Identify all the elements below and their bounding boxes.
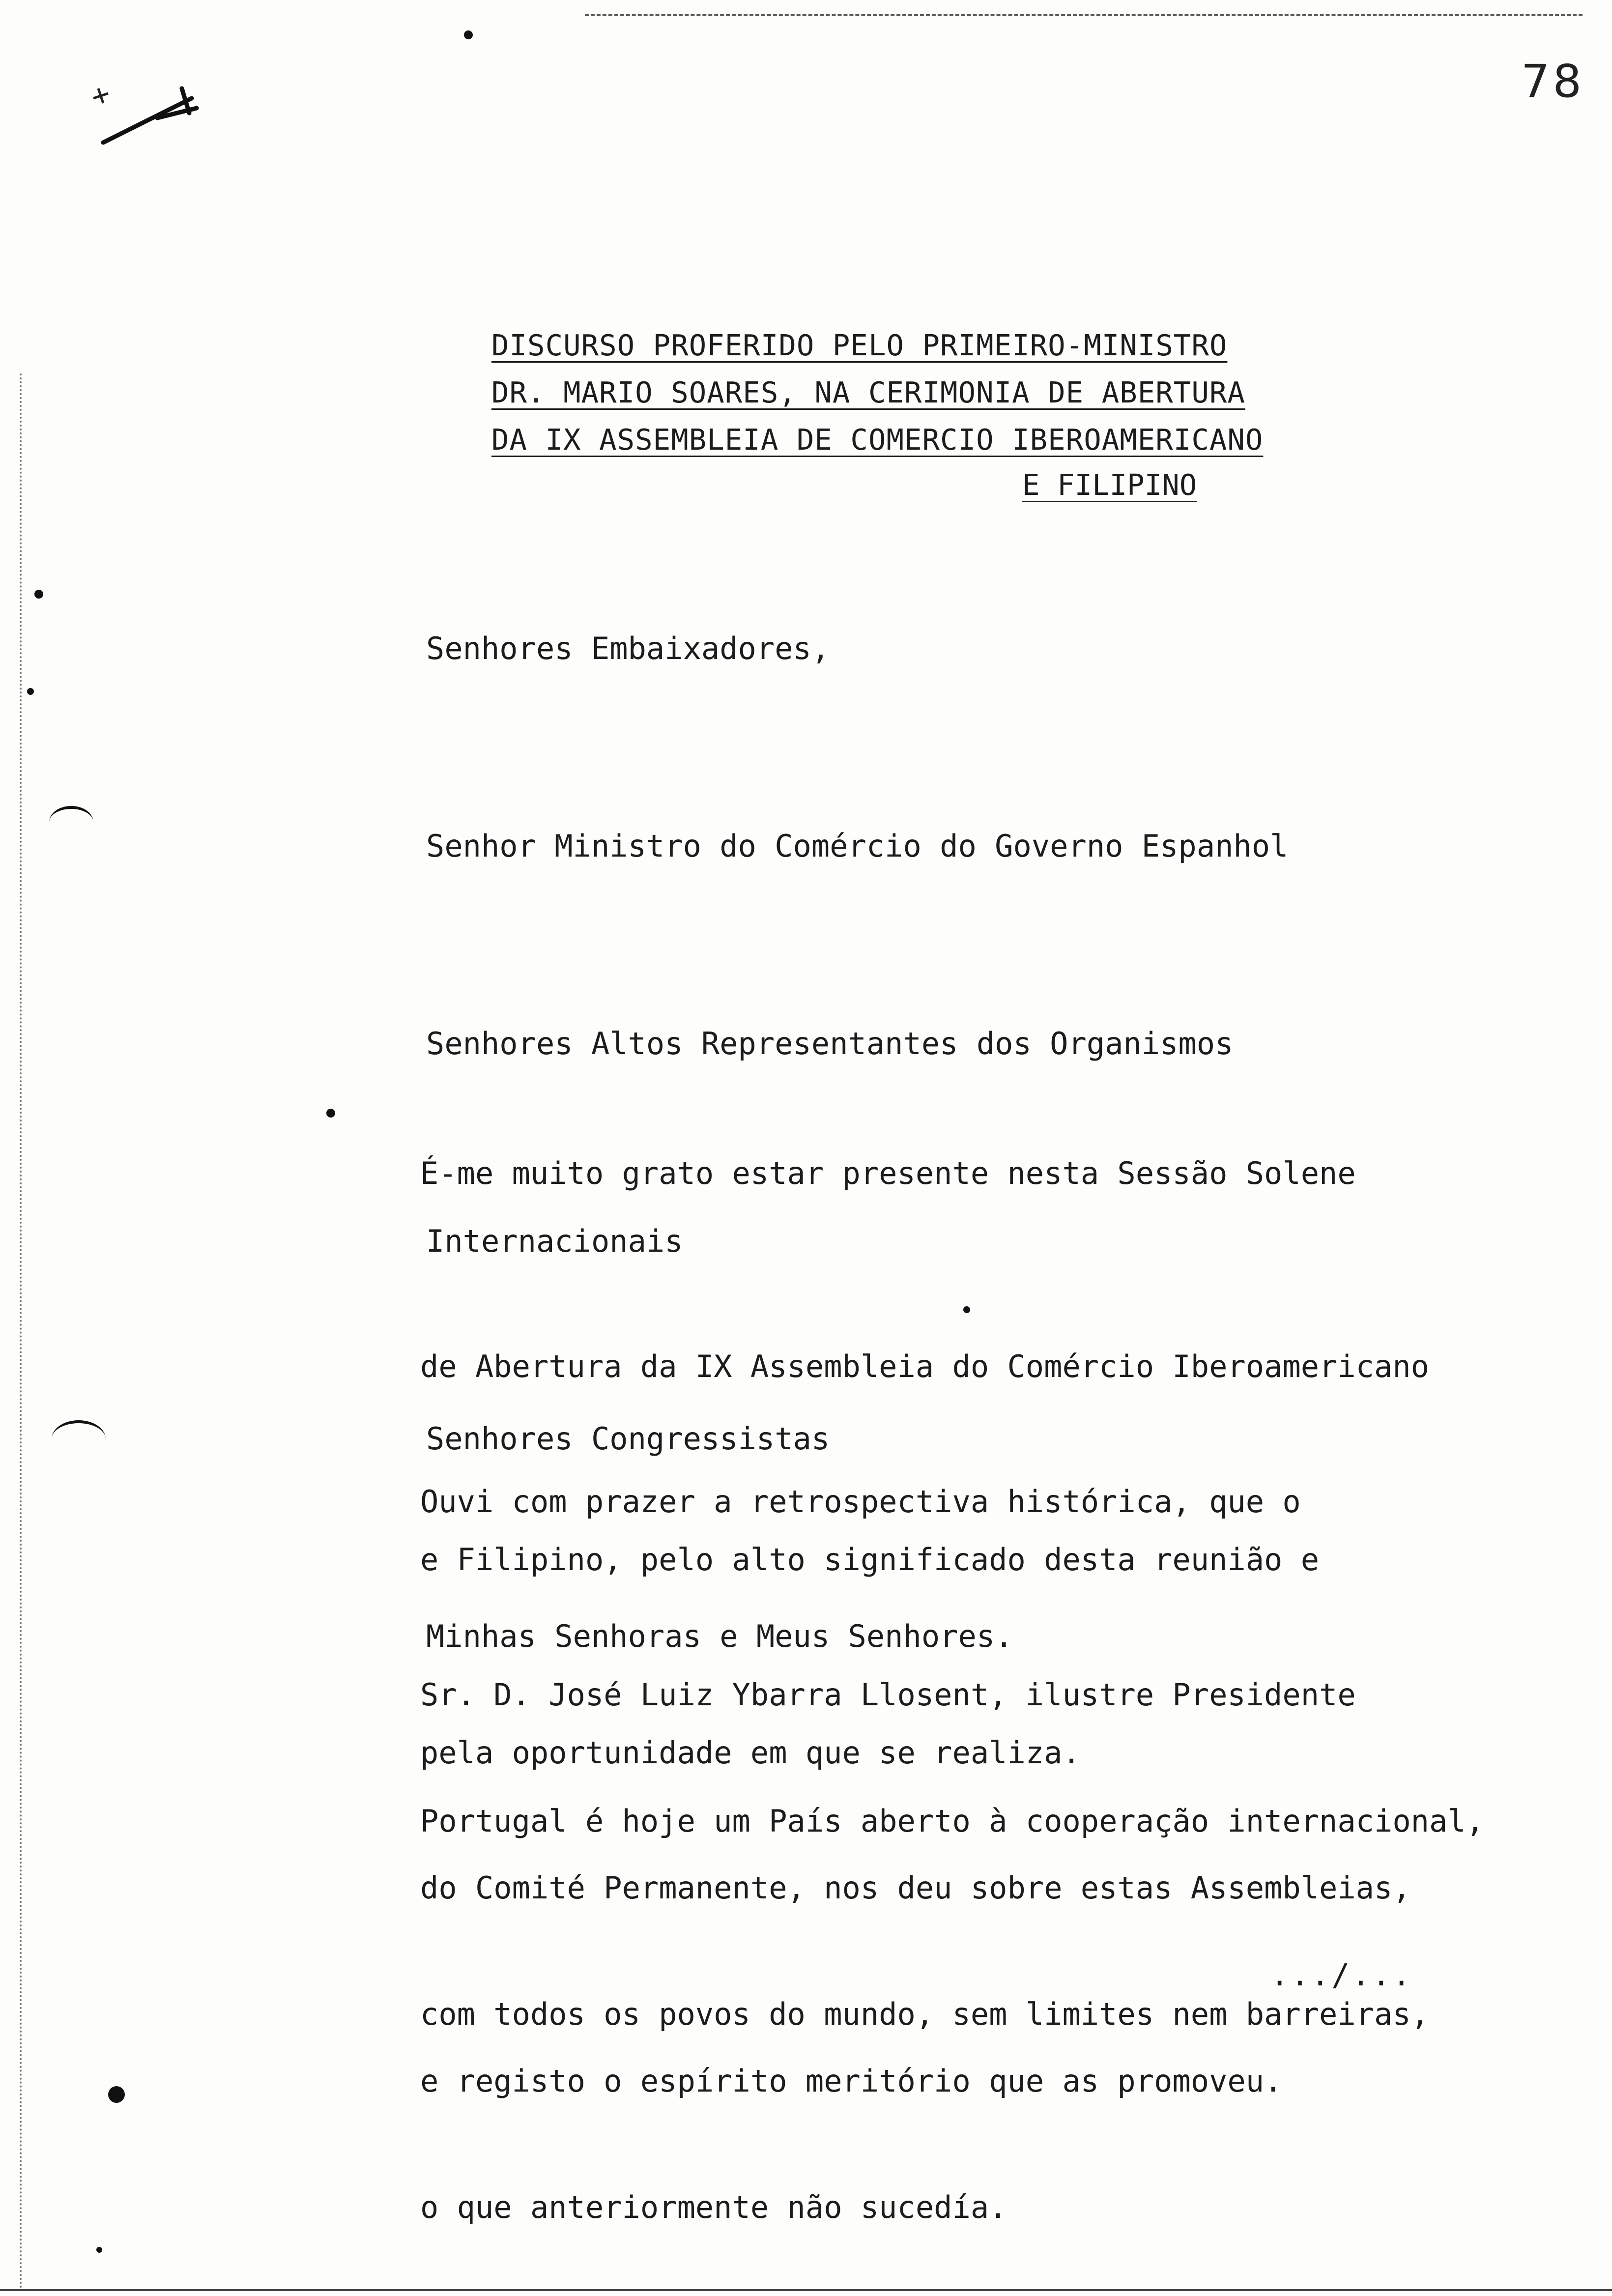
ink-dot [27,688,34,695]
speech-title [491,322,1263,463]
handwritten-scribble-mark [84,69,211,152]
paragraph-line: o que anteriormente não sucedía. [420,2189,1008,2225]
ink-dot [326,1109,335,1118]
title-line: DISCURSO PROFERIDO PELO PRIMEIRO-MINISTRO [491,328,1228,362]
salutation-line: Minhas Senhoras e Meus Senhores. [426,1618,1013,1654]
salutation-line: Senhores Embaixadores, [426,631,830,666]
title-line: DA IX ASSEMBLEIA DE COMERCIO IBEROAMERICANO [491,423,1264,457]
title-line: DR. MARIO SOARES, NA CERIMONIA DE ABERTURA [491,375,1245,409]
scan-top-rule [585,14,1583,16]
salutation-line: Senhores Congressistas [426,1421,830,1457]
paragraph-line: pela oportunidade em que se realiza. [420,1735,1081,1771]
ink-dot [108,2086,125,2103]
scan-left-edge [20,373,22,2290]
salutation-line: Senhor Ministro do Comércio do Governo Espanhol [426,828,1289,864]
punch-hole-mark [52,1420,106,1458]
paragraph-line: É-me muito grato estar presente nesta Sessão Solene [420,1155,1356,1191]
ink-dot [34,590,43,599]
title-tail: E FILIPINO [1022,468,1197,502]
continuation-mark: .../... [1270,1957,1413,1993]
paragraph-line: Ouvi com prazer a retrospectiva histórica, que o [420,1484,1301,1520]
punch-hole-mark [49,806,93,838]
paragraph-line: do Comité Permanente, nos deu sobre estas Assembleias, [420,1870,1411,1906]
paragraph-line: de Abertura da IX Assembleia do Comércio Iberoamericano [420,1349,1429,1384]
page-number: 78 [1521,55,1585,108]
paragraph-line: e registo o espírito meritório que as promoveu. [420,2063,1283,2099]
salutation-line: Senhores Altos Representantes dos Organismos [426,1026,1234,1062]
paragraph-line: Sr. D. José Luiz Ybarra Llosent, ilustre Presidente [420,1677,1356,1713]
paragraph-line: Portugal é hoje um País aberto à cooperação internacional, [420,1803,1484,1839]
paragraph-line: e Filipino, pelo alto significado desta reunião e [420,1542,1320,1578]
salutation-line: Internacionais [426,1223,683,1259]
ink-dot [464,30,473,39]
paragraph-line: com todos os povos do mundo, sem limites nem barreiras, [420,1996,1429,2032]
ink-dot [96,2247,102,2253]
